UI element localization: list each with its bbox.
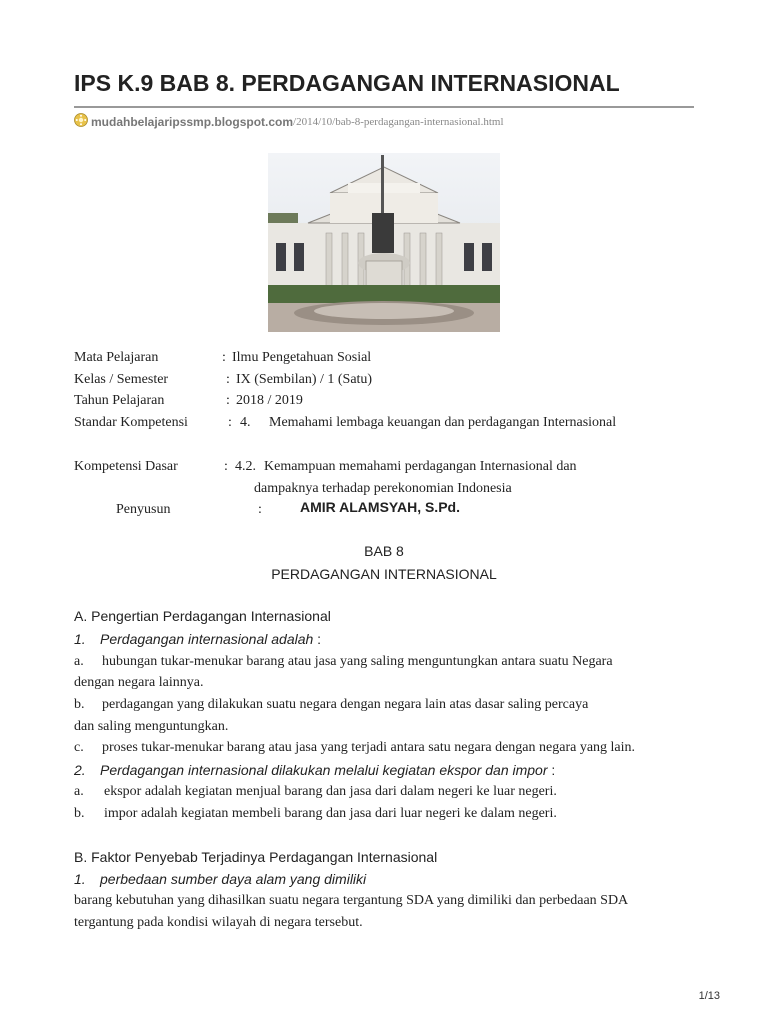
a-item1-num: 1. <box>74 631 86 647</box>
meta-sep-4: : <box>224 459 228 474</box>
meta-label-4: Kompetensi Dasar <box>74 459 178 474</box>
title-divider <box>74 106 694 108</box>
meta-sep-1: : <box>226 372 230 387</box>
meta-sep-2: : <box>226 393 230 408</box>
a-c-line1: proses tukar-menukar barang atau jasa yang terjadi antara satu negara dengan negara yang lain. <box>102 740 636 755</box>
a-item2-num: 2. <box>74 762 86 778</box>
meta-label-2: Tahun Pelajaran <box>74 393 165 408</box>
a-item2 <box>100 762 555 780</box>
penyusun-sep: : <box>258 502 262 517</box>
a-a-label: a. <box>74 654 84 669</box>
section-b-heading: B. Faktor Penyebab Terjadinya Perdagangan Internasional <box>74 849 438 865</box>
a-b-line2: dan saling menguntungkan. <box>74 719 229 734</box>
a-ekspor-label: a. <box>74 784 84 799</box>
meta-value-1: IX (Sembilan) / 1 (Satu) <box>236 372 373 387</box>
meta-value-4: Kemampuan memahami perdagangan Internasional dan <box>264 459 577 474</box>
a-ekspor-text: ekspor adalah kegiatan menjual barang dan jasa dari dalam negeri ke luar negeri. <box>104 784 557 799</box>
a-a-line2: dengan negara lainnya. <box>74 675 204 690</box>
a-item2-colon: : <box>547 762 556 778</box>
meta-label-0: Mata Pelajaran <box>74 350 159 365</box>
meta-value-0: Ilmu Pengetahuan Sosial <box>232 350 372 365</box>
page-title: IPS K.9 BAB 8. PERDAGANGAN INTERNASIONAL <box>74 70 620 96</box>
page-number: 1/13 <box>698 990 720 1002</box>
penyusun-label: Penyusun <box>116 502 171 517</box>
meta-sep-0: : <box>222 350 226 365</box>
meta-value-4-cont: dampaknya terhadap perekonomian Indonesia <box>254 481 512 496</box>
author-name: AMIR ALAMSYAH, S.Pd. <box>300 499 460 515</box>
b-item1-num: 1. <box>74 871 86 887</box>
meta-num-3: 4. <box>240 415 251 430</box>
meta-label-1: Kelas / Semester <box>74 372 169 387</box>
a-a-line1: hubungan tukar-menukar barang atau jasa yang saling menguntungkan antara suatu Negara <box>102 654 613 669</box>
meta-sep-3: : <box>228 415 232 430</box>
source-path[interactable]: /2014/10/bab-8-perdagangan-internasional.html <box>293 116 504 128</box>
museum-photo <box>268 153 500 332</box>
source-domain[interactable]: mudahbelajaripssmp.blogspot.com <box>91 115 294 129</box>
b-line1: barang kebutuhan yang dihasilkan suatu negara tergantung SDA yang dimiliki dan perbedaan SDA <box>74 893 629 908</box>
meta-value-2: 2018 / 2019 <box>236 393 303 408</box>
section-a-heading: A. Pengertian Perdagangan Internasional <box>74 608 331 624</box>
a-item2-text: Perdagangan internasional dilakukan melalui kegiatan ekspor dan impor <box>100 762 548 778</box>
blogger-icon <box>74 113 88 131</box>
a-impor-text: impor adalah kegiatan membeli barang dan jasa dari luar negeri ke dalam negeri. <box>104 806 557 821</box>
b-line2: tergantung pada kondisi wilayah di negara tersebut. <box>74 915 363 930</box>
chapter-number: BAB 8 <box>364 543 404 559</box>
meta-label-3: Standar Kompetensi <box>74 415 188 430</box>
meta-num-4: 4.2. <box>235 459 256 474</box>
b-item1-text: perbedaan sumber daya alam yang dimiliki <box>100 871 367 887</box>
a-b-line1: perdagangan yang dilakukan suatu negara dengan negara lain atas dasar saling percaya <box>102 697 589 712</box>
a-item1-text: Perdagangan internasional adalah <box>100 631 314 647</box>
a-item1 <box>100 631 321 649</box>
a-c-label: c. <box>74 740 84 755</box>
source-link[interactable] <box>74 113 504 131</box>
meta-value-3: Memahami lembaga keuangan dan perdagangan Internasional <box>269 415 617 430</box>
a-item1-colon: : <box>313 631 322 647</box>
a-impor-label: b. <box>74 806 85 821</box>
a-b-label: b. <box>74 697 85 712</box>
chapter-title: PERDAGANGAN INTERNASIONAL <box>271 566 497 582</box>
